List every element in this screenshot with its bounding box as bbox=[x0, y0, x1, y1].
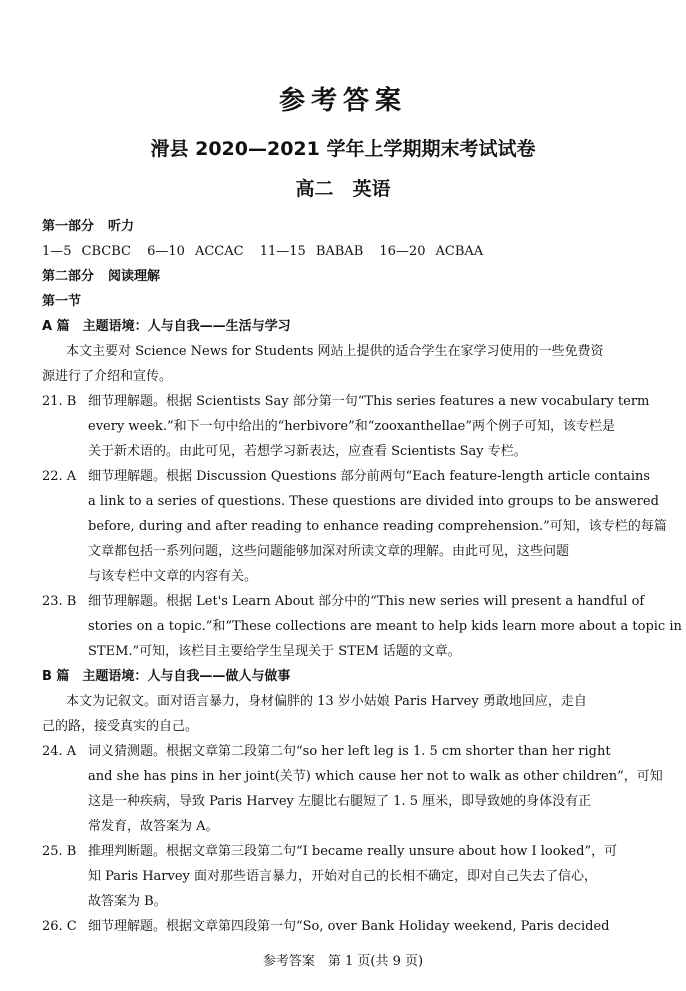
answer-group: 11—15 BABAB bbox=[259, 244, 364, 259]
section-heading: 第一节 bbox=[42, 294, 82, 309]
answer-explanation: 推理判断题。根据文章第三段第二句“I became really unsure about how I looked”，可 知 Paris Harvey 面对那些语言暴力，开始对自己的长相不确定，即对自己失去了信心， 故答案为 B。 bbox=[88, 844, 618, 909]
page-footer: 参考答案 第 1 页(共 9 页) bbox=[262, 954, 424, 969]
question-number: 23. B bbox=[42, 594, 77, 609]
answer-group: 1—5 CBCBC bbox=[42, 244, 131, 259]
answer-item-21 bbox=[42, 389, 650, 464]
answer-group: 16—20 ACBAA bbox=[379, 244, 484, 259]
grade-subject-title: 高二 英语 bbox=[295, 178, 391, 200]
listening-answers bbox=[42, 239, 646, 264]
question-number: 22. A bbox=[42, 469, 77, 484]
question-number: 24. A bbox=[42, 744, 77, 759]
part2-heading bbox=[42, 264, 646, 289]
part2-label: 第二部分 bbox=[42, 269, 95, 284]
answer-explanation: 词义猜测题。根据文章第二段第二句“so her left leg is 1. 5 cm shorter than her right and she has pins in her joint(关节) which cause her not to walk as other children”，可知 这是一种疾病，导致 Paris Harvey 左腿比右腿短了 1. 5 厘米，即导致她的身体没有正 常发育，故答案为 A。 bbox=[88, 744, 663, 834]
answer-explanation: 细节理解题。根据文章第四段第一句“So, over Bank Holiday weekend, Paris decided bbox=[88, 919, 610, 934]
answer-explanation: 细节理解题。根据 Scientists Say 部分第一句“This series features a new vocabulary term every week.”和下一句中给出的“herbivore”和“zooxanthellae”两个例子可知，该专栏是 关于新术语的。由此可见，若想学习新表达，应查看 Scientists Say 专栏。 bbox=[88, 394, 650, 459]
part1-label: 第一部分 bbox=[42, 219, 95, 234]
answer-item-26 bbox=[42, 914, 646, 939]
answer-item-24 bbox=[42, 739, 663, 839]
passage-b-intro: 本文为记叙文。面对语言暴力，身材偏胖的 13 岁小姑娘 Paris Harvey 勇敢地回应，走自 bbox=[66, 694, 587, 709]
page-title: 参考答案 bbox=[278, 86, 407, 116]
part1-name: 听力 bbox=[108, 219, 135, 234]
passage-b-intro: 己的路，接受真实的自己。 bbox=[42, 719, 199, 734]
passage-b-heading: B 篇 主题语境：人与自我——做人与做事 bbox=[42, 669, 291, 684]
answer-group: 6—10 ACCAC bbox=[147, 244, 244, 259]
passage-a-heading: A 篇 主题语境：人与自我——生活与学习 bbox=[42, 319, 291, 334]
part2-name: 阅读理解 bbox=[108, 269, 161, 284]
question-number: 26. C bbox=[42, 919, 77, 934]
exam-title: 滑县 2020—2021 学年上学期期末考试试卷 bbox=[150, 138, 536, 160]
passage-a-intro: 本文主要对 Science News for Students 网站上提供的适合学生在家学习使用的一些免费资 bbox=[66, 344, 604, 359]
answer-item-25 bbox=[42, 839, 646, 914]
answer-content bbox=[42, 214, 682, 939]
question-number: 21. B bbox=[42, 394, 77, 409]
answer-item-23 bbox=[42, 589, 682, 664]
answer-item-22 bbox=[42, 464, 667, 589]
answer-explanation: 细节理解题。根据 Let's Learn About 部分中的“This new series will present a handful of stories on a topic.”和“These collections are meant to help kids learn more about a topic in STEM.”可知，该栏目主要给学生呈现关于 STEM 话题的文章。 bbox=[88, 594, 682, 659]
answer-explanation: 细节理解题。根据 Discussion Questions 部分前两句“Each feature-length article contains a link to a series of questions. These questions are divided into groups to be answered before, during and after reading to enhance reading comprehension.”可知，该专栏的每篇 文章都包括一系列问题，这些问题能够加深对所读文章的理解。由此可见，这些问题 与该专栏中文章的内容有关。 bbox=[88, 469, 667, 584]
passage-a-intro: 源进行了介绍和宣传。 bbox=[42, 369, 173, 384]
part1-heading bbox=[42, 214, 646, 239]
question-number: 25. B bbox=[42, 844, 77, 859]
